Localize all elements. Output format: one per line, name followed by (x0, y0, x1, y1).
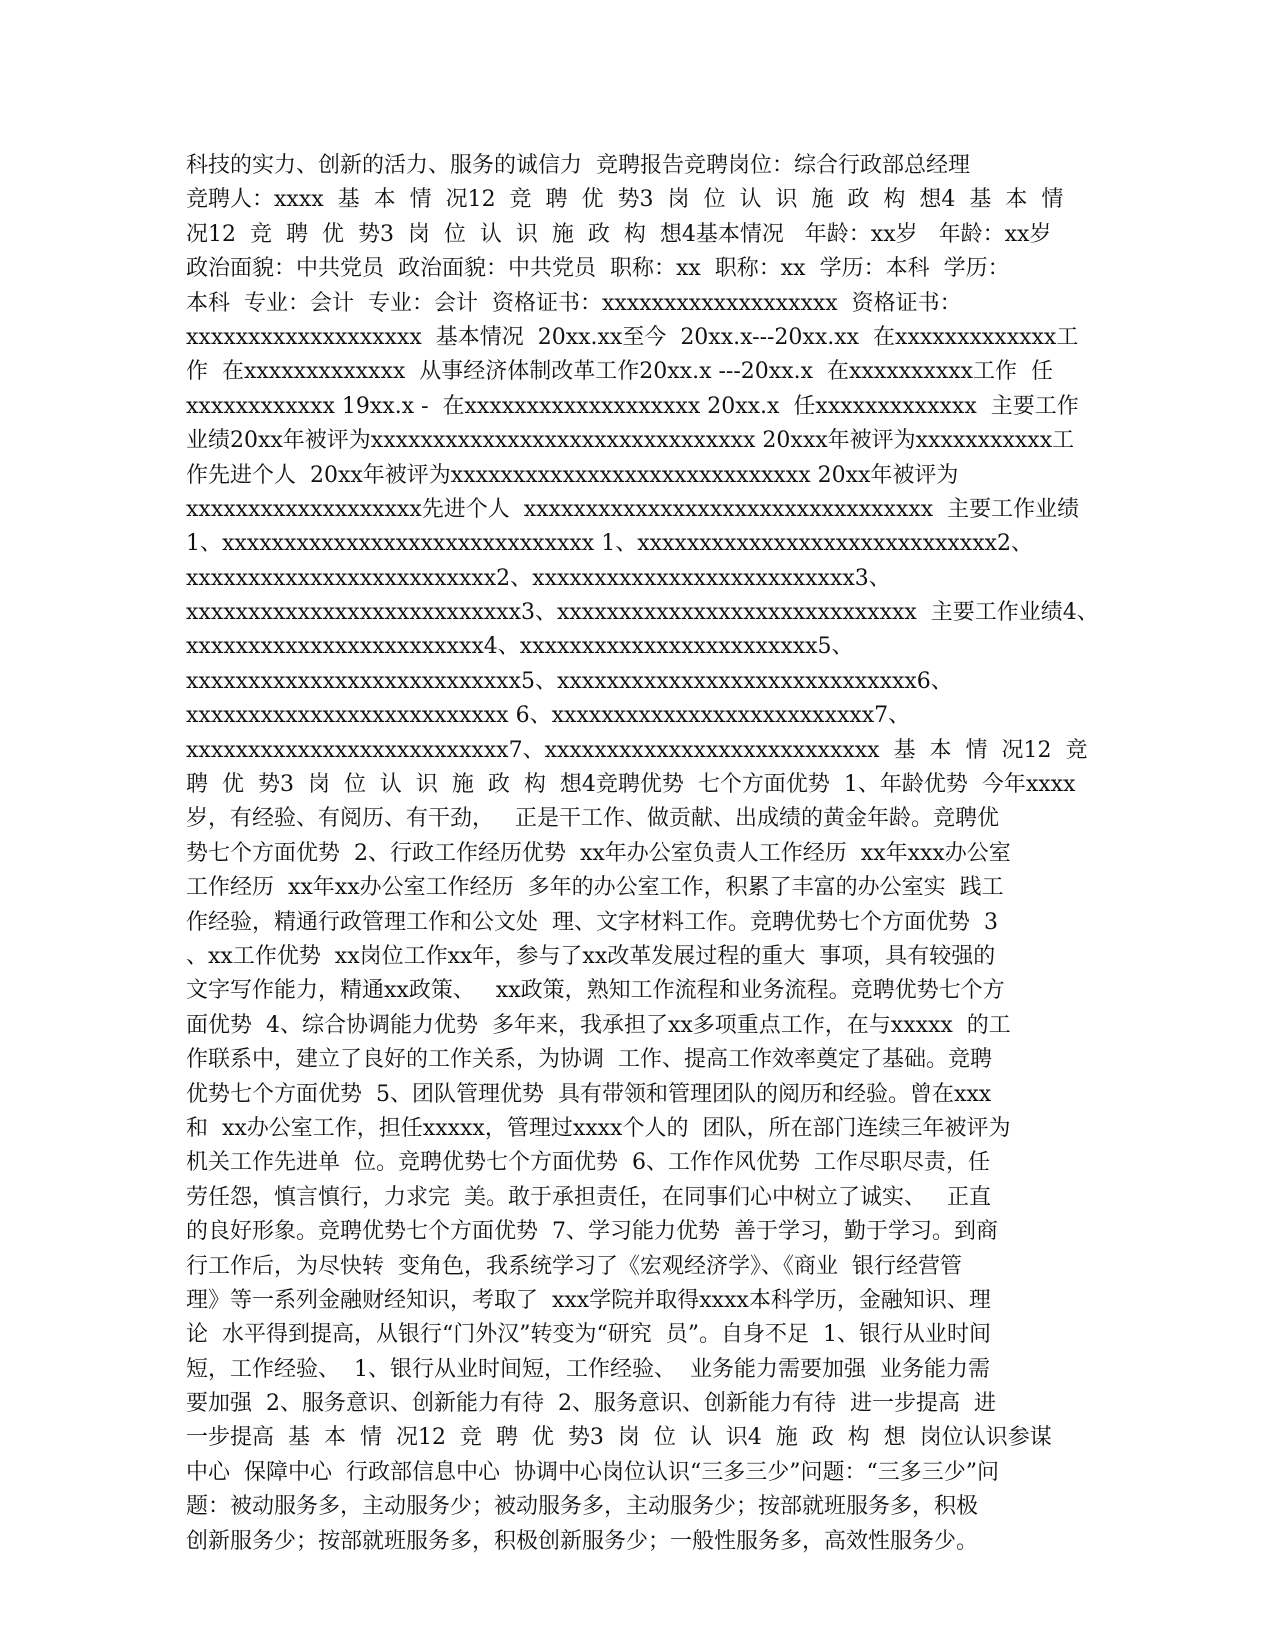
text-line: 论 水平得到提高，从银行“门外汉”转变为“研究 员”。自身不足 1、银行从业时间 (186, 1322, 991, 1348)
text-line: xxxxxxxxxxxxxxxxxxxxxxxx4、xxxxxxxxxxxxxxxxxxxxxxxx5、 (186, 634, 854, 660)
text-line: 短，工作经验、 1、银行从业时间短，工作经验、 业务能力需要加强 业务能力需 (186, 1356, 990, 1382)
text-line: 岁，有经验、有阅历、有干劲， 正是干工作、做贡献、出成绩的黄金年龄。竞聘优 (186, 806, 999, 832)
text-line: 面优势 4、综合协调能力优势 多年来，我承担了xx多项重点工作，在与xxxxx 的工 (186, 1012, 1011, 1038)
text-line: 劳任怨，慎言慎行，力求完 美。敢于承担责任，在同事们心中树立了诚实、 正直 (186, 1184, 991, 1210)
text-line: 作经验，精通行政管理工作和公文处 理、文字材料工作。竞聘优势七个方面优势 3 (186, 909, 998, 935)
text-line: 1、xxxxxxxxxxxxxxxxxxxxxxxxxxxxxx 1、xxxxxxxxxxxxxxxxxxxxxxxxxxxxx2、 (186, 531, 1034, 557)
text-line: 工作经历 xx年xx办公室工作经历 多年的办公室工作，积累了丰富的办公室实 践工 (186, 875, 1004, 901)
text-line: 创新服务少；按部就班服务多，积极创新服务少；一般性服务多，高效性服务少。 (186, 1528, 979, 1554)
text-line: 一步提高 基 本 情 况12 竞 聘 优 势3 岗 位 认 识4 施 政 构 想 岗位认识参谋 (186, 1425, 1052, 1451)
text-line: 势七个方面优势 2、行政工作经历优势 xx年办公室负责人工作经历 xx年xxx办公室 (186, 840, 1011, 866)
text-line: 要加强 2、服务意识、创新能力有待 2、服务意识、创新能力有待 进一步提高 进 (186, 1391, 996, 1417)
text-line: xxxxxxxxxxxxxxxxxxxxxxxxx2、xxxxxxxxxxxxxxxxxxxxxxxxxx3、 (186, 565, 891, 591)
text-line: xxxxxxxxxxxx 19xx.x - 在xxxxxxxxxxxxxxxxxxx 20xx.x 任xxxxxxxxxxxxx 主要工作 (186, 393, 1079, 419)
text-line: xxxxxxxxxxxxxxxxxxxxxxxxxx 6、xxxxxxxxxxxxxxxxxxxxxxxxxx7、 (186, 703, 911, 729)
text-line: 本科 专业：会计 专业：会计 资格证书：xxxxxxxxxxxxxxxxxxx 资格证书： (186, 290, 962, 316)
text-line: 、xx工作优势 xx岗位工作xx年，参与了xx改革发展过程的重大 事项，具有较强的 (186, 943, 996, 969)
text-line: xxxxxxxxxxxxxxxxxxxxxxxxxx7、xxxxxxxxxxxxxxxxxxxxxxxxxxx 基 本 情 况12 竞 (186, 737, 1088, 763)
text-line: xxxxxxxxxxxxxxxxxxxxxxxxxxx5、xxxxxxxxxxxxxxxxxxxxxxxxxxxxx6、 (186, 668, 953, 694)
text-line (186, 1559, 1146, 1593)
text-line: 题：被动服务多，主动服务少；被动服务多，主动服务少；按部就班服务多，积极 (186, 1494, 979, 1520)
text-line: 的良好形象。竞聘优势七个方面优势 7、学习能力优势 善于学习，勤于学习。到商 (186, 1219, 998, 1245)
text-line: 作先进个人 20xx年被评为xxxxxxxxxxxxxxxxxxxxxxxxxxxxx 20xx年被评为 (186, 462, 959, 488)
text-line: xxxxxxxxxxxxxxxxxxx先进个人 xxxxxxxxxxxxxxxxxxxxxxxxxxxxxxxxx 主要工作业绩 (186, 496, 1080, 522)
text-line: xxxxxxxxxxxxxxxxxxx 基本情况 20xx.xx至今 20xx.x---20xx.xx 在xxxxxxxxxxxxx工 (186, 324, 1079, 350)
text-line: 聘 优 势3 岗 位 认 识 施 政 构 想4竞聘优势 七个方面优势 1、年龄优势 今年xxxx (186, 772, 1076, 798)
text-line: 业绩20xx年被评为xxxxxxxxxxxxxxxxxxxxxxxxxxxxxxx 20xxx年被评为xxxxxxxxxxx工 (186, 428, 1075, 454)
text-line: 理》等一系列金融财经知识，考取了 xxx学院并取得xxxx本科学历，金融知识、理 (186, 1287, 991, 1313)
text-line: 优势七个方面优势 5、团队管理优势 具有带领和管理团队的阅历和经验。曾在xxx (186, 1081, 992, 1107)
text-line: 况12 竞 聘 优 势3 岗 位 认 识 施 政 构 想4基本情况 年龄：xx岁 年龄：xx岁 (186, 221, 1052, 247)
text-line: 政治面貌：中共党员 政治面貌：中共党员 职称：xx 职称：xx 学历：本科 学历： (186, 256, 1010, 282)
text-line: 机关工作先进单 位。竞聘优势七个方面优势 6、工作作风优势 工作尽职尽责，任 (186, 1150, 990, 1176)
text-line: 竞聘人：xxxx 基 本 情 况12 竞 聘 优 势3 岗 位 认 识 施 政 构 想4 基 本 情 (186, 187, 1064, 213)
text-line: 作联系中，建立了良好的工作关系，为协调 工作、提高工作效率奠定了基础。竞聘 (186, 1047, 992, 1073)
text-line: xxxxxxxxxxxxxxxxxxxxxxxxxxx3、xxxxxxxxxxxxxxxxxxxxxxxxxxxxx 主要工作业绩4、 (186, 600, 1099, 626)
document-body-text (186, 149, 1146, 1593)
text-line: 科技的实力、创新的活力、服务的诚信力 竞聘报告竞聘岗位：综合行政部总经理 (186, 153, 970, 178)
text-line: 文字写作能力，精通xx政策、 xx政策，熟知工作流程和业务流程。竞聘优势七个方 (186, 978, 1005, 1004)
text-line: 中心 保障中心 行政部信息中心 协调中心岗位认识“三多三少”问题：“三多三少”问 (186, 1459, 999, 1485)
text-line: 和 xx办公室工作，担任xxxxx，管理过xxxx个人的 团队，所在部门连续三年被评为 (186, 1115, 1011, 1141)
text-line: 作 在xxxxxxxxxxxxx 从事经济体制改革工作20xx.x ---20xx.x 在xxxxxxxxxx工作 任 (186, 359, 1054, 385)
text-line: 行工作后，为尽快转 变角色，我系统学习了《宏观经济学》、《商业 银行经营管 (186, 1253, 962, 1279)
